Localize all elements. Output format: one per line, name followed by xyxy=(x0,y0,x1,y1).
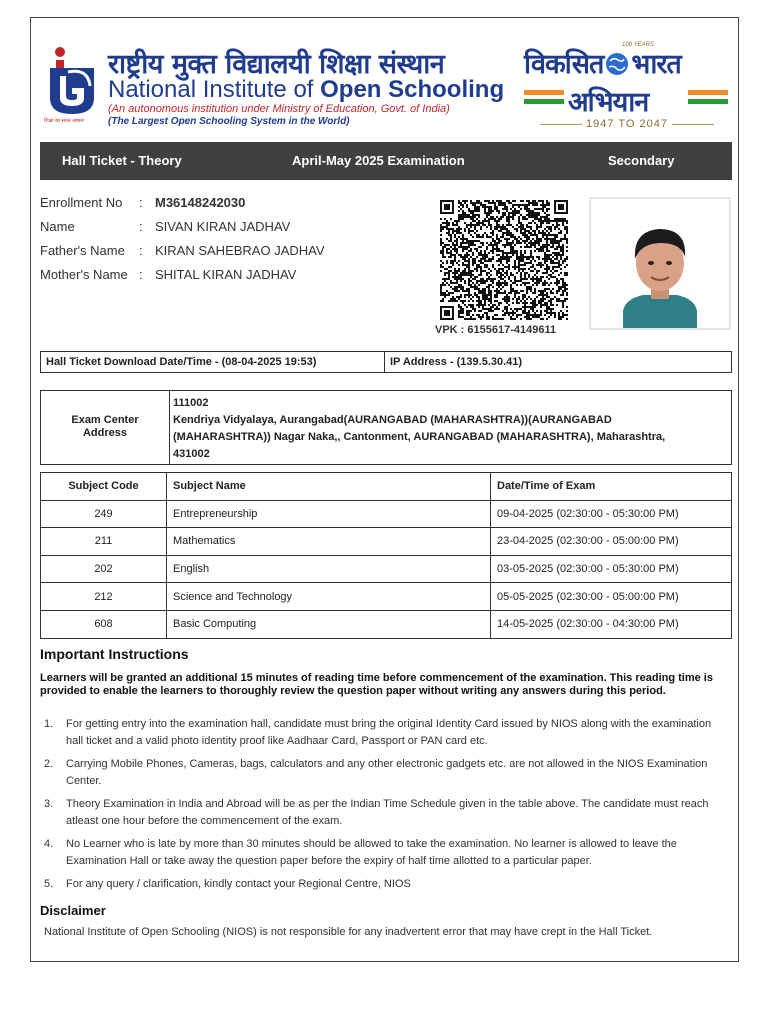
table-row xyxy=(41,500,732,528)
item-text: For any query / clarification, kindly contact your Regional Centre, NIOS xyxy=(66,878,411,890)
subject-code: 608 xyxy=(41,610,167,638)
download-info-row xyxy=(40,351,732,373)
campaign-years xyxy=(524,118,730,130)
candidate-photo xyxy=(589,197,731,330)
item-number: 2. xyxy=(44,758,54,770)
instructions-lead: Learners will be granted an additional 15 minutes of reading time before commencement of the examination. This reading time is provided to enable the learners to thoroughly review the question paper without writing any answers during this period. xyxy=(40,672,713,697)
item-number: 4. xyxy=(44,838,54,850)
item-text: For getting entry into the examination hall, candidate must bring the original Identity Card issued by NIOS along with the examination hall ticket and a valid photo identity proof like Aadhaar Card, Passport or PAN card etc. xyxy=(66,718,712,747)
table-row xyxy=(41,610,732,638)
item-text: Carrying Mobile Phones, Cameras, bags, calculators and any other electronic gadgets etc. are not allowed in the NIOS Examination Center. xyxy=(66,758,708,787)
institute-english-title xyxy=(108,76,504,104)
year-to: 2047 xyxy=(639,118,668,130)
subject-name: Mathematics xyxy=(167,528,491,556)
subject-name: English xyxy=(167,555,491,583)
enrollment-label: Enrollment No xyxy=(40,195,123,210)
candidate-photo-image xyxy=(591,199,729,328)
centre-address-line2: (MAHARASHTRA)) Nagar Naka,, Cantonment, AURANGABAD (MAHARASHTRA), Maharashtra, xyxy=(173,431,666,443)
logo-caption: शिक्षा का सतत अवसर xyxy=(44,118,84,124)
institute-subtitle-1: (An autonomous institution under Ministry of Education, Govt. of India) xyxy=(108,103,450,115)
table-row xyxy=(41,583,732,611)
flag-stripe-green-right xyxy=(688,99,728,104)
enrollment-value: M36148242030 xyxy=(155,195,246,210)
item-number: 1. xyxy=(44,718,54,730)
father-value: KIRAN SAHEBRAO JADHAV xyxy=(155,243,325,258)
qr-code xyxy=(440,200,568,320)
table-header-row xyxy=(41,473,732,501)
title-part1: National Institute of xyxy=(108,76,321,103)
exam-datetime: 14-05-2025 (02:30:00 - 04:30:00 PM) xyxy=(491,610,732,638)
flag-stripe-saffron xyxy=(524,90,564,95)
exam-session: April-May 2025 Examination xyxy=(292,153,465,168)
centre-address-line1: Kendriya Vidyalaya, Aurangabad(AURANGABAD (MAHARASHTRA))(AURANGABAD xyxy=(173,414,612,426)
header-subject-code: Subject Code xyxy=(41,473,167,501)
globe-icon xyxy=(604,51,630,77)
item-number: 3. xyxy=(44,798,54,810)
institute-subtitle-2: (The Largest Open Schooling System in the World) xyxy=(108,116,350,127)
exam-centre-address xyxy=(173,395,728,463)
centre-label-line2: Address xyxy=(82,427,128,439)
year-from: 1947 xyxy=(586,118,615,130)
nios-logo-icon xyxy=(44,46,102,120)
exam-centre-label xyxy=(41,391,170,464)
download-datetime: Hall Ticket Download Date/Time - (08-04-2025 19:53) xyxy=(46,356,317,368)
mother-label: Mother's Name xyxy=(40,267,128,282)
subject-code: 249 xyxy=(41,500,167,528)
subjects-table xyxy=(40,472,732,639)
campaign-word2: भारत xyxy=(631,49,681,80)
table-row xyxy=(41,555,732,583)
exam-datetime: 23-04-2025 (02:30:00 - 05:00:00 PM) xyxy=(491,528,732,556)
disclaimer-heading: Disclaimer xyxy=(40,903,106,918)
instructions-heading: Important Instructions xyxy=(40,646,189,662)
centre-pincode: 431002 xyxy=(173,448,210,460)
exam-datetime: 09-04-2025 (02:30:00 - 05:30:00 PM) xyxy=(491,500,732,528)
item-text: Theory Examination in India and Abroad will be as per the Indian Time Schedule given in the table above. The candidate must reach atleast one hour before the commencement of the exam. xyxy=(66,798,709,827)
disclaimer-text: National Institute of Open Schooling (NIOS) is not responsible for any inadvertent error that may have crept in the Hall Ticket. xyxy=(44,926,653,938)
campaign-word1: विकसित xyxy=(524,49,604,80)
mother-value: SHITAL KIRAN JADHAV xyxy=(155,267,297,282)
subject-code: 211 xyxy=(41,528,167,556)
campaign-line1 xyxy=(524,44,681,81)
year-to-word: TO xyxy=(618,118,636,130)
subject-code: 212 xyxy=(41,583,167,611)
flag-stripe-green xyxy=(524,99,564,104)
subject-name: Science and Technology xyxy=(167,583,491,611)
name-value: SIVAN KIRAN JADHAV xyxy=(155,219,291,234)
subject-name: Entrepreneurship xyxy=(167,500,491,528)
name-label: Name xyxy=(40,219,75,234)
father-label: Father's Name xyxy=(40,243,125,258)
separator: : xyxy=(139,195,143,210)
item-number: 5. xyxy=(44,878,54,890)
exam-datetime: 03-05-2025 (02:30:00 - 05:30:00 PM) xyxy=(491,555,732,583)
subject-name: Basic Computing xyxy=(167,610,491,638)
exam-datetime: 05-05-2025 (02:30:00 - 05:00:00 PM) xyxy=(491,583,732,611)
ticket-type: Hall Ticket - Theory xyxy=(62,153,182,168)
institute-hindi-title: राष्ट्रीय मुक्त विद्यालयी शिक्षा संस्थान xyxy=(108,49,445,80)
centenary-badge: 100 YEARS xyxy=(622,42,654,48)
subject-code: 202 xyxy=(41,555,167,583)
exam-centre-box xyxy=(40,390,732,465)
header-subject-name: Subject Name xyxy=(167,473,491,501)
separator: : xyxy=(139,219,143,234)
header-exam-datetime: Date/Time of Exam xyxy=(491,473,732,501)
separator: : xyxy=(139,267,143,282)
centre-code: 111002 xyxy=(173,397,209,409)
viksit-bharat-logo xyxy=(524,42,730,134)
separator: : xyxy=(139,243,143,258)
ip-address: IP Address - (139.5.30.41) xyxy=(390,356,523,368)
title-part2: Open Schooling xyxy=(320,76,505,103)
flag-stripe-saffron-right xyxy=(688,90,728,95)
item-text: No Learner who is late by more than 30 minutes should be allowed to take the examination. No learner is allowed to leave the Examination Hall or take away the question paper before the expiry of half time allotted to a particular paper. xyxy=(66,838,677,867)
centre-label-line1: Exam Center xyxy=(71,414,139,426)
vpk-code: VPK : 6155617-4149611 xyxy=(435,324,557,336)
campaign-line2: अभियान xyxy=(568,87,649,118)
title-bar xyxy=(40,142,732,180)
exam-level: Secondary xyxy=(608,153,675,168)
table-row xyxy=(41,528,732,556)
